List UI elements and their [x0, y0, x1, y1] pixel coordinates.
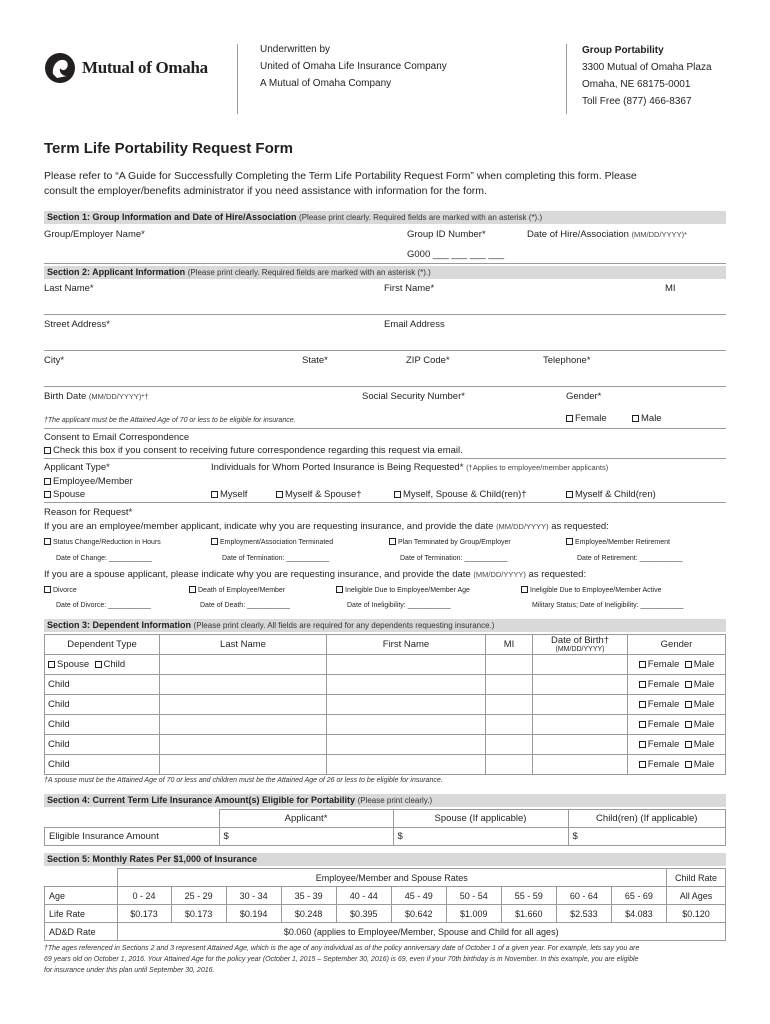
table-row — [45, 923, 726, 941]
first-name-cell[interactable] — [327, 655, 486, 675]
section1-header — [44, 211, 726, 224]
ported-myself-checkbox[interactable]: Myself — [211, 489, 247, 500]
group-id-input[interactable]: G000 ___ ___ ___ ___ — [407, 249, 505, 260]
birth-date-label: Birth Date (MM/DD/YYYY)*† — [44, 391, 149, 402]
date-of-death-field[interactable]: Date of Death: ___________ — [200, 602, 290, 609]
checkbox-icon — [44, 491, 51, 498]
male-checkbox[interactable]: Male — [685, 759, 715, 770]
amount-table — [44, 809, 726, 846]
spouse-checkbox[interactable]: Spouse — [48, 659, 89, 670]
last-name-cell[interactable] — [160, 735, 327, 755]
checkbox-icon — [632, 415, 639, 422]
date-of-termination-field[interactable]: Date of Termination: ___________ — [222, 555, 330, 562]
last-name-cell[interactable] — [160, 755, 327, 775]
mi-cell[interactable] — [486, 695, 533, 715]
ported-label: Individuals for Whom Ported Insurance is Being Requested* (†Applies to employee/member applicants) — [211, 462, 609, 473]
applicant-employee-checkbox[interactable]: Employee/Member — [44, 476, 133, 487]
attained-age-note: †The applicant must be the Attained Age of 70 or less to be eligible for insurance. — [44, 417, 296, 424]
checkbox-icon — [685, 701, 692, 708]
state-label: State* — [302, 355, 328, 366]
dept-name: Group Portability — [582, 45, 664, 56]
consent-checkbox[interactable]: Check this box if you consent to receiving future correspondence regarding this request via email. — [44, 445, 463, 456]
section4-header — [44, 794, 726, 807]
first-name-cell[interactable] — [327, 715, 486, 735]
dependent-table — [44, 634, 726, 775]
ssn-label: Social Security Number* — [362, 391, 465, 402]
checkbox-icon — [44, 447, 51, 454]
table-row: Child Female Male — [45, 675, 726, 695]
section2-note: (Please print clearly. Required fields are marked with an asterisk (*).) — [187, 268, 431, 277]
dob-cell[interactable] — [533, 675, 628, 695]
checkbox-icon — [389, 538, 396, 545]
table-row: Child Female Male — [45, 755, 726, 775]
checkbox-icon — [639, 701, 646, 708]
intro-line2: consult the employer/benefits administrator if you need assistance with information for the form. — [44, 185, 487, 197]
city-label: City* — [44, 355, 65, 366]
male-checkbox[interactable]: Male — [685, 699, 715, 710]
military-status-field[interactable]: Military Status; Date of Ineligibility: ___________ — [532, 602, 684, 609]
table-row: Child Female Male — [45, 715, 726, 735]
male-checkbox[interactable]: Male — [685, 679, 715, 690]
reason-spouse-text: If you are a spouse applicant, please indicate why you are requesting insurance, and provide the date (MM/DD/YYYY) as requested: — [44, 569, 587, 580]
address-line2: Omaha, NE 68175-0001 — [582, 79, 691, 90]
checkbox-icon — [211, 491, 218, 498]
intro-line1: Please refer to “A Guide for Successfully Completing the Term Life Portability Request Form” when completing this form. Please — [44, 170, 637, 182]
lion-icon — [44, 52, 76, 84]
applicant-spouse-checkbox[interactable]: Spouse — [44, 489, 85, 500]
table-row: Life Rate $0.173 $0.173 $0.194 $0.248 $0.395 $0.642 $1.009 $1.660 $2.533 $4.083 $0.120 — [45, 905, 726, 923]
ported-myself-spouse-checkbox[interactable]: Myself & Spouse† — [276, 489, 362, 500]
reason-plan-terminated-checkbox[interactable]: Plan Terminated by Group/Employer — [389, 538, 511, 546]
dob-cell[interactable] — [533, 735, 628, 755]
checkbox-icon — [685, 761, 692, 768]
table-row: Child Female Male — [45, 695, 726, 715]
child-rate-header: Child Rate — [667, 869, 726, 887]
group-id-label: Group ID Number* — [407, 229, 486, 240]
telephone-label: Telephone* — [543, 355, 591, 366]
consent-title: Consent to Email Correspondence — [44, 432, 190, 443]
date-of-plan-termination-field[interactable]: Date of Termination: ___________ — [400, 555, 508, 562]
checkbox-icon — [639, 721, 646, 728]
h-mi: MI — [486, 635, 533, 655]
address-line1: 3300 Mutual of Omaha Plaza — [582, 62, 712, 73]
checkbox-icon — [685, 741, 692, 748]
checkbox-icon — [685, 661, 692, 668]
date-of-divorce-field[interactable]: Date of Divorce: ___________ — [56, 602, 151, 609]
add-rate-label: AD&D Rate — [45, 923, 118, 941]
female-checkbox[interactable]: Female — [639, 719, 680, 730]
first-name-cell[interactable] — [327, 735, 486, 755]
h-applicant: Applicant* — [219, 810, 393, 828]
zip-label: ZIP Code* — [406, 355, 450, 366]
female-checkbox[interactable]: Female — [639, 679, 680, 690]
gender-female-checkbox[interactable]: Female — [566, 413, 607, 424]
reason-status-change-checkbox[interactable]: Status Change/Reduction in Hours — [44, 538, 161, 546]
page-title: Term Life Portability Request Form — [44, 140, 293, 157]
checkbox-icon — [44, 586, 51, 593]
mi-cell[interactable] — [486, 655, 533, 675]
reason-death-checkbox[interactable]: Death of Employee/Member — [189, 586, 285, 594]
checkbox-icon — [566, 415, 573, 422]
checkbox-icon — [276, 491, 283, 498]
applicant-amount-input[interactable]: $ — [219, 828, 393, 846]
employer-label: Group/Employer Name* — [44, 229, 145, 240]
reason-employee-text: If you are an employee/member applicant, indicate why you are requesting insurance, and provide the date (MM/DD/YYYY) as requested: — [44, 521, 609, 532]
employee-spouse-rates-header: Employee/Member and Spouse Rates — [117, 869, 667, 887]
checkbox-icon — [44, 478, 51, 485]
email-label: Email Address — [384, 319, 445, 330]
applicant-type-label: Applicant Type* — [44, 462, 110, 473]
checkbox-icon — [566, 491, 573, 498]
checkbox-icon — [211, 538, 218, 545]
checkbox-icon — [639, 681, 646, 688]
life-rate-label: Life Rate — [45, 905, 118, 923]
rates-footnote-1: †The ages referenced in Sections 2 and 3 represent Attained Age, which is the age of any individual as of the policy anniversary date of October 1 of a given year. For example, lets say you are — [44, 945, 640, 952]
children-amount-input[interactable]: $ — [568, 828, 726, 846]
section5-title: Section 5: Monthly Rates Per $1,000 of Insurance — [47, 854, 258, 864]
reason-employment-terminated-checkbox[interactable]: Employment/Association Terminated — [211, 538, 333, 546]
last-name-cell[interactable] — [160, 655, 327, 675]
rates-table — [44, 868, 726, 941]
phone: Toll Free (877) 466-8367 — [582, 96, 692, 107]
h-dependent-type: Dependent Type — [45, 635, 160, 655]
spouse-amount-input[interactable]: $ — [393, 828, 568, 846]
checkbox-icon — [566, 538, 573, 545]
gender-label: Gender* — [566, 391, 602, 402]
male-checkbox[interactable]: Male — [685, 659, 715, 670]
male-checkbox[interactable]: Male — [685, 719, 715, 730]
checkbox-icon — [639, 761, 646, 768]
section4-note: (Please print clearly.) — [357, 796, 433, 805]
h-gender: Gender — [628, 635, 726, 655]
dob-cell[interactable] — [533, 755, 628, 775]
section3-header — [44, 619, 726, 632]
mi-label: MI — [665, 283, 676, 294]
first-name-cell[interactable] — [327, 675, 486, 695]
checkbox-icon — [95, 661, 102, 668]
rates-footnote-2: 69 years old on October 1, 2016. Your Attained Age for the policy year (October 1, 2015 – September 30, 2016) is 69, even if your 70th birthday is in November. In this example, you are eligible — [44, 956, 639, 963]
street-label: Street Address* — [44, 319, 111, 330]
checkbox-icon — [685, 721, 692, 728]
checkbox-icon — [336, 586, 343, 593]
table-row: Age 0 - 24 25 - 29 30 - 34 35 - 39 40 - 44 45 - 49 50 - 54 55 - 59 60 - 64 65 - 69 All Ages — [45, 887, 726, 905]
male-checkbox[interactable]: Male — [685, 739, 715, 750]
reason-retirement-checkbox[interactable]: Employee/Member Retirement — [566, 538, 670, 546]
date-of-change-field[interactable]: Date of Change: ___________ — [56, 555, 152, 562]
female-checkbox[interactable]: Female — [639, 739, 680, 750]
checkbox-icon — [639, 661, 646, 668]
section4-title: Section 4: Current Term Life Insurance Amount(s) Eligible for Portability — [47, 795, 356, 805]
h-dob: Date of Birth† (MM/DD/YYYY) — [533, 635, 628, 655]
table-row — [45, 828, 726, 846]
checkbox-icon — [394, 491, 401, 498]
first-name-label: First Name* — [384, 283, 435, 294]
dob-cell[interactable] — [533, 655, 628, 675]
logo — [44, 52, 234, 86]
first-name-cell[interactable] — [327, 695, 486, 715]
h-spouse: Spouse (If applicable) — [393, 810, 568, 828]
mi-cell[interactable] — [486, 675, 533, 695]
age-label: Age — [45, 887, 118, 905]
last-name-cell[interactable] — [160, 715, 327, 735]
gender-male-checkbox[interactable]: Male — [632, 413, 662, 424]
checkbox-icon — [189, 586, 196, 593]
female-checkbox[interactable]: Female — [639, 759, 680, 770]
dependent-footnote: †A spouse must be the Attained Age of 70 or less and children must be the Attained Age of 26 or less to be eligible for insurance. — [44, 777, 443, 784]
date-of-retirement-field[interactable]: Date of Retirement: ___________ — [577, 555, 683, 562]
brand-name: Mutual of Omaha — [82, 58, 208, 77]
section3-note: (Please print clearly. All fields are required for any dependents requesting insurance.) — [193, 621, 495, 630]
checkbox-icon — [639, 741, 646, 748]
section1-title: Section 1: Group Information and Date of Hire/Association — [47, 212, 297, 222]
checkbox-icon — [685, 681, 692, 688]
h-children: Child(ren) (If applicable) — [568, 810, 726, 828]
mi-cell[interactable] — [486, 755, 533, 775]
checkbox-icon — [521, 586, 528, 593]
section3-title: Section 3: Dependent Information — [47, 620, 192, 630]
reason-title: Reason for Request* — [44, 507, 133, 518]
child-checkbox[interactable]: Child — [95, 659, 126, 670]
parent-company: A Mutual of Omaha Company — [260, 78, 392, 89]
reason-divorce-checkbox[interactable]: Divorce — [44, 586, 77, 594]
ported-myself-spouse-children-checkbox[interactable]: Myself, Spouse & Child(ren)† — [394, 489, 527, 500]
underwritten-label: Underwritten by — [260, 44, 331, 55]
checkbox-icon — [48, 661, 55, 668]
last-name-cell[interactable] — [160, 695, 327, 715]
eligible-amount-label: Eligible Insurance Amount — [45, 828, 220, 846]
reason-ineligible-age-checkbox[interactable]: Ineligible Due to Employee/Member Age — [336, 586, 470, 594]
section1-note: (Please print clearly. Required fields are marked with an asterisk (*).) — [299, 213, 543, 222]
table-row: Child Female Male — [45, 735, 726, 755]
table-row — [45, 655, 726, 675]
female-checkbox[interactable]: Female — [639, 699, 680, 710]
rates-footnote-3: for insurance under this plan until September 30, 2016. — [44, 967, 215, 974]
first-name-cell[interactable] — [327, 755, 486, 775]
last-name-cell[interactable] — [160, 675, 327, 695]
h-last-name: Last Name — [160, 635, 327, 655]
last-name-label: Last Name* — [44, 283, 94, 294]
doh-label: Date of Hire/Association (MM/DD/YYYY)* — [527, 229, 687, 240]
section5-header — [44, 853, 726, 866]
section2-header — [44, 266, 726, 279]
female-checkbox[interactable]: Female — [639, 659, 680, 670]
section2-title: Section 2: Applicant Information — [47, 267, 186, 277]
reason-ineligible-active-checkbox[interactable]: Ineligible Due to Employee/Member Active — [521, 586, 662, 594]
dob-cell[interactable] — [533, 695, 628, 715]
mi-cell[interactable] — [486, 715, 533, 735]
checkbox-icon — [44, 538, 51, 545]
ported-myself-children-checkbox[interactable]: Myself & Child(ren) — [566, 489, 656, 500]
date-of-ineligibility-field[interactable]: Date of Ineligibility: ___________ — [347, 602, 451, 609]
h-first-name: First Name — [327, 635, 486, 655]
company-name: United of Omaha Life Insurance Company — [260, 61, 447, 72]
add-rate-value: $0.060 (applies to Employee/Member, Spouse and Child for all ages) — [117, 923, 726, 941]
mi-cell[interactable] — [486, 735, 533, 755]
dob-cell[interactable] — [533, 715, 628, 735]
